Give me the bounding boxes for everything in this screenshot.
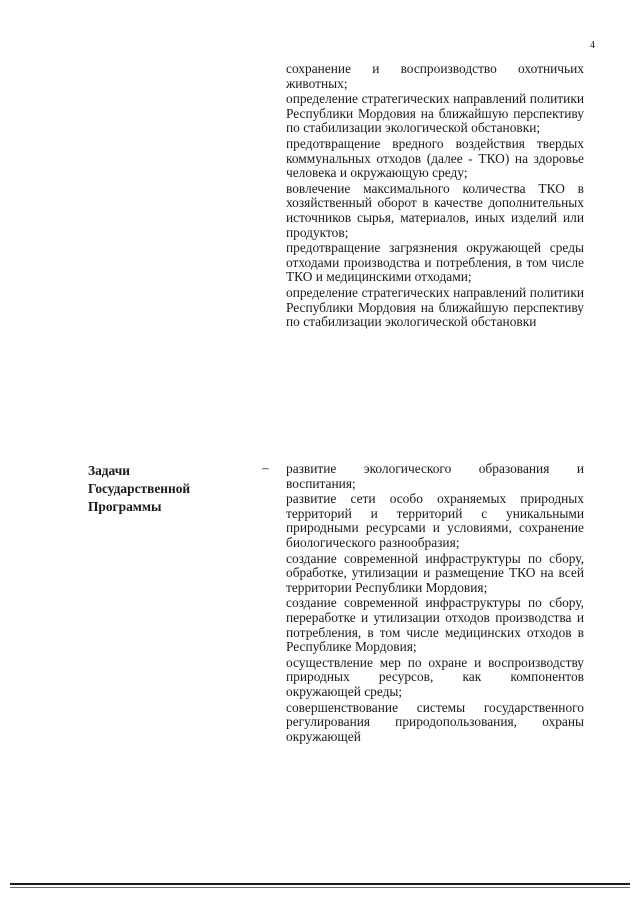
task-item: создание современной инфраструктуры по сбору, обработке, утилизации и размещение ТКО на всей территории Республики Мордовия; bbox=[286, 550, 584, 595]
task-item: развитие экологического образования и воспитания; bbox=[286, 461, 584, 491]
task-item: развитие сети особо охраняемых природных территорий и территорий с уникальными природными ресурсами и условиями, сохранение биологического разнообразия; bbox=[286, 491, 584, 550]
goal-item: предотвращение загрязнения окружающей среды отходами производства и потребления, в том числе ТКО и медицинскими отходами; bbox=[286, 240, 584, 285]
goal-item: определение стратегических направлений политики Республики Мордовия на ближайшую перспективу по стабилизации экологической обстановки; bbox=[286, 91, 584, 136]
separator-dash: – bbox=[262, 460, 269, 475]
bottom-rule bbox=[10, 883, 630, 885]
task-item: создание современной инфраструктуры по сбору, переработке и утилизации отходов производства и потребления, в том числе медицинских отходов в Республике Мордовия; bbox=[286, 595, 584, 655]
task-item: осуществление мер по охране и воспроизводству природных ресурсов, как компонентов окружающей среды; bbox=[286, 654, 584, 699]
goal-item: сохранение и воспроизводство охотничьих животных; bbox=[286, 61, 584, 91]
task-item: совершенствование системы государственного регулирования природопользования, охраны окружающей bbox=[286, 699, 584, 744]
page-number: 4 bbox=[590, 40, 595, 51]
tasks-label-line: Государственной bbox=[88, 481, 191, 496]
goals-continued-list bbox=[286, 62, 584, 331]
goal-item: вовлечение максимального количества ТКО в хозяйственный оборот в качестве дополнительных источников сырья, материалов, иных изделий или продуктов; bbox=[286, 180, 584, 240]
bottom-rule-thin bbox=[10, 887, 630, 888]
tasks-label-line: Программы bbox=[88, 499, 162, 514]
goal-item: определение стратегических направлений политики Республики Мордовия на ближайшую перспективу по стабилизации экологической обстановки bbox=[286, 284, 584, 330]
goal-item: предотвращение вредного воздействия твердых коммунальных отходов (далее - ТКО) на здоровье человека и окружающую среду; bbox=[286, 135, 584, 181]
tasks-label bbox=[88, 462, 190, 516]
tasks-label-line: Задачи bbox=[88, 463, 130, 478]
tasks-list bbox=[286, 462, 584, 745]
